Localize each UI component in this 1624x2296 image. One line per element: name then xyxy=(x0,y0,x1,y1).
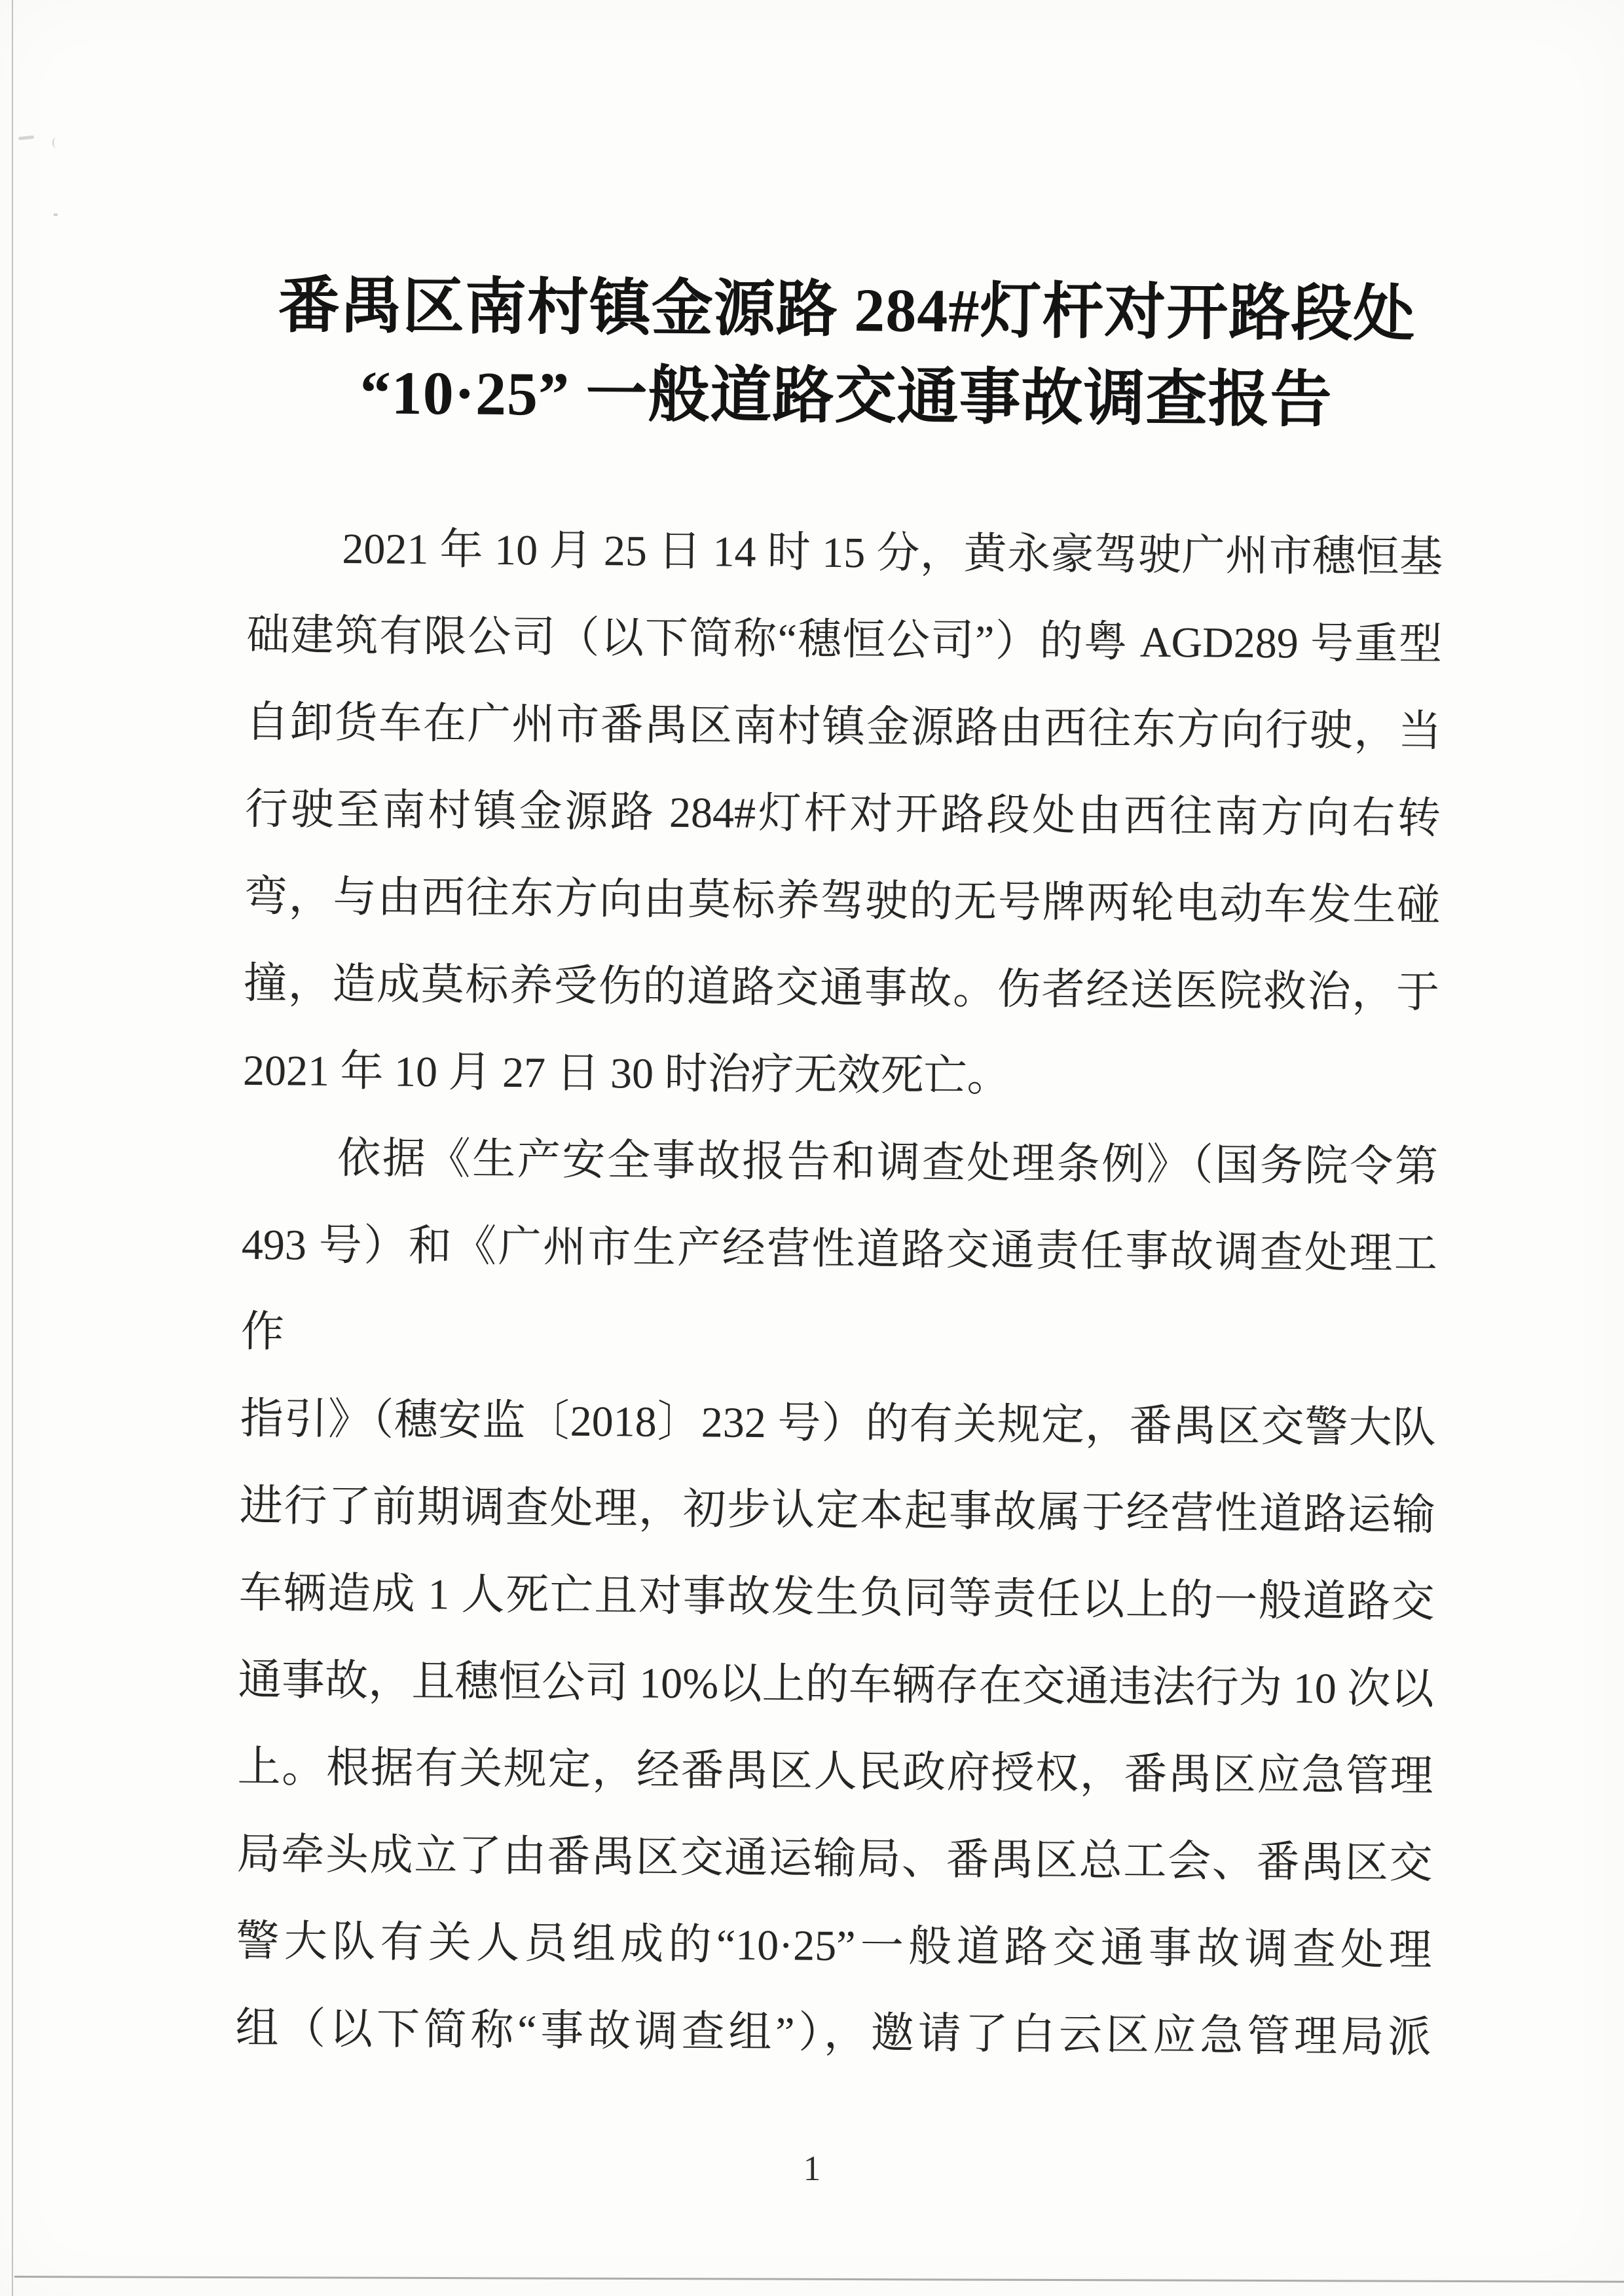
report-title-line-2: “10·25” 一般道路交通事故调查报告 xyxy=(360,359,1333,435)
body-line: 自卸货车在广州市番禺区南村镇金源路由西往东方向行驶，当 xyxy=(245,698,1442,756)
report-title-line-1: 番禺区南村镇金源路 284#灯杆对开路段处 xyxy=(278,272,1416,349)
ink-speck xyxy=(54,213,58,216)
body-line: 警大队有关人员组成的“10·25”一般道路交通事故调查处理 xyxy=(236,1917,1432,1975)
report-title xyxy=(248,263,1445,445)
body-line: 进行了前期调查处理，初步认定本起事故属于经营性道路运输 xyxy=(239,1482,1436,1540)
body-line: 依据《生产安全事故报告和调查处理条例》（国务院令第 xyxy=(337,1134,1439,1192)
body-line: 2021 年 10 月 25 日 14 时 15 分，黄永豪驾驶广州市穗恒基 xyxy=(342,524,1443,582)
body-line: 通事故，且穗恒公司 10%以上的车辆存在交通违法行为 10 次以 xyxy=(238,1656,1434,1714)
body-line: 2021 年 10 月 27 日 30 时治疗无效死亡。 xyxy=(242,1046,1010,1101)
body-line: 493 号）和《广州市生产经营性道路交通责任事故调查处理工作 xyxy=(240,1220,1438,1357)
body-line: 局牵头成立了由番禺区交通运输局、番禺区总工会、番禺区交 xyxy=(236,1830,1433,1888)
body-line: 行驶至南村镇金源路 284#灯杆对开路段处由西往南方向右转 xyxy=(244,785,1441,843)
body-line: 车辆造成 1 人死亡且对事故发生负同等责任以上的一般道路交 xyxy=(238,1569,1435,1627)
body-line: 上。根据有关规定，经番禺区人民政府授权，番禺区应急管理 xyxy=(237,1743,1433,1801)
document-content xyxy=(235,263,1445,2081)
body-line: 础建筑有限公司（以下简称“穗恒公司”）的粤 AGD289 号重型 xyxy=(246,611,1443,669)
body-line: 指引》（穗安监〔2018〕232 号）的有关规定，番禺区交警大队 xyxy=(240,1394,1437,1453)
body-line: 撞，造成莫标养受伤的道路交通事故。伤者经送医院救治，于 xyxy=(243,959,1440,1017)
page-number: 1 xyxy=(803,2149,821,2188)
body-line: 组（以下简称“事故调查组”），邀请了白云区应急管理局派 xyxy=(235,2004,1431,2062)
ink-speck xyxy=(52,137,60,148)
body-line: 弯，与由西往东方向由莫标养驾驶的无号牌两轮电动车发生碰 xyxy=(244,872,1441,930)
report-body xyxy=(235,505,1443,2081)
ink-speck xyxy=(18,136,34,140)
scan-left-edge-artifact xyxy=(12,0,13,2296)
scan-bottom-edge-artifact xyxy=(14,2276,1624,2283)
